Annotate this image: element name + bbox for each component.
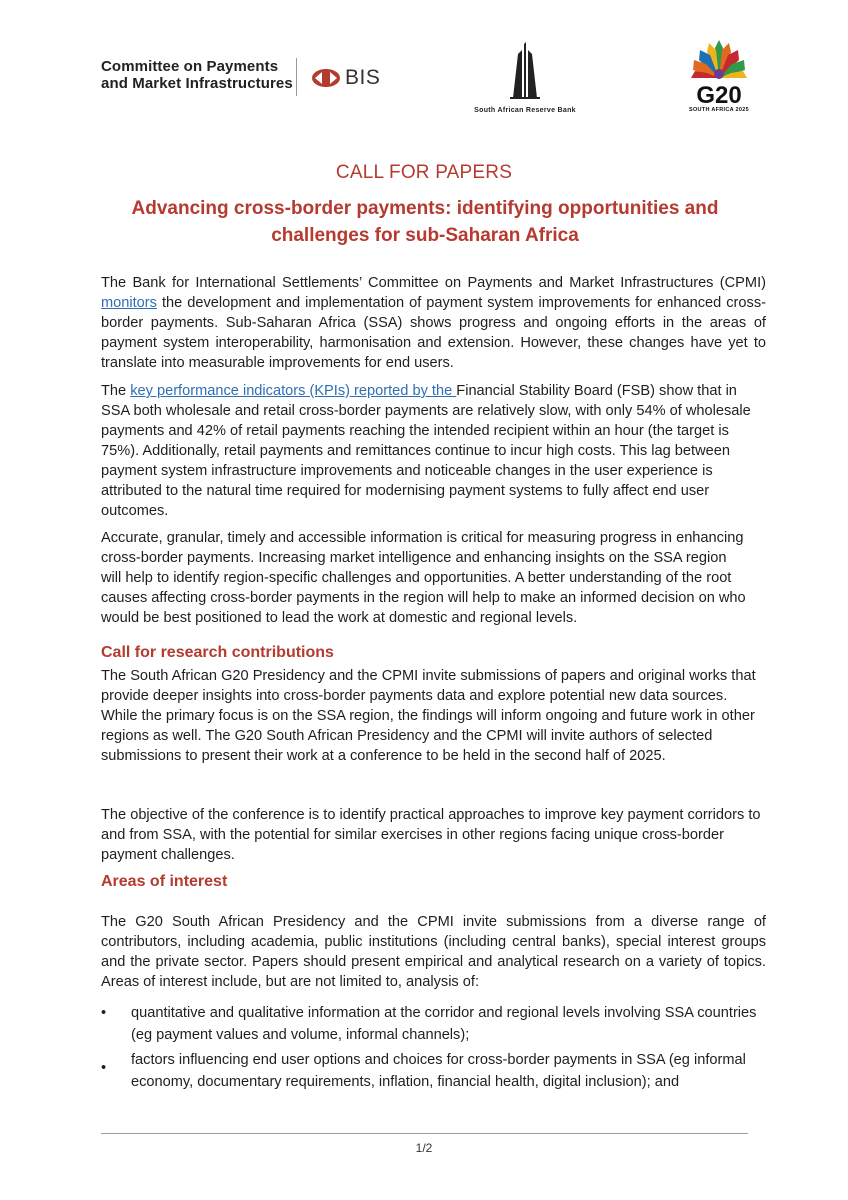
p1-text-b: the development and implementation of payment system improvements for enhanced cross-border payments. Sub-Saharan Africa (SSA) shows progress and ongoing efforts in the areas of payment system interoperability, harmonisation and extension. However, these changes have yet to translate into measurable improvements for end users. — [101, 295, 766, 371]
sarb-tower-icon — [505, 40, 545, 100]
g20-subtitle: SOUTH AFRICA 2025 — [688, 107, 749, 113]
bis-label: BIS — [345, 66, 381, 89]
list-item — [101, 1049, 766, 1093]
areas-bullet-list — [101, 1002, 766, 1096]
footer-divider — [101, 1133, 748, 1134]
paragraph-submissions: The South African G20 Presidency and the CPMI invite submissions of papers and original works that provide deeper insights into cross-border payments data and explore potential new data sources. While the primary focus is on the SSA region, the findings will inform ongoing and future work in other regions as well. The G20 South African Presidency and the CPMI will invite authors of selected submissions to present their work at a conference to be held in the second half of 2025. — [101, 668, 756, 764]
paragraph-kpis — [101, 381, 766, 521]
bis-logo — [311, 66, 380, 90]
heading-areas-of-interest: Areas of interest — [101, 873, 228, 890]
logo-divider — [296, 58, 297, 96]
bullet-marker: • — [101, 1005, 107, 1021]
cpmi-line-1: Committee on Payments — [101, 58, 279, 75]
g20-logo — [684, 38, 754, 113]
kpi-report-link[interactable]: key performance indicators (KPIs) reported by the — [130, 383, 457, 399]
protea-flower-icon — [689, 38, 749, 82]
main-title: Advancing cross-border payments: identifying opportunities and challenges for sub-Saharan Africa — [131, 198, 719, 246]
paragraph-intro — [101, 273, 766, 373]
p2-text-a: The — [101, 383, 131, 399]
paragraph-information: Accurate, granular, timely and accessible information is critical for measuring progress in enhancing cross-border payments. Increasing market intelligence and enhancing insights on the SSA region will help to identify region-specific challenges and opportunities. A better understanding of the root causes affecting cross-border payments in the region will help to make an informed decision on who would be best positioned to lead the work at domestic and regional levels. — [101, 530, 746, 626]
heading-research-contributions: Call for research contributions — [101, 644, 334, 661]
paragraph-conference-objective: The objective of the conference is to identify practical approaches to improve key payment corridors to and from SSA, with the potential for similar exercises in other regions facing unique cross-border payment challenges. — [101, 807, 761, 863]
cpmi-line-2: and Market Infrastructures — [101, 75, 293, 92]
page-number: 1/2 — [415, 1141, 433, 1155]
sarb-logo — [470, 40, 580, 114]
page-header — [0, 38, 848, 118]
sarb-name: South African Reserve Bank — [474, 107, 576, 114]
g20-label: G20 — [696, 82, 742, 109]
cpmi-logo-text — [101, 58, 293, 92]
monitors-link[interactable]: monitors — [101, 295, 157, 311]
bis-emblem-icon — [311, 68, 341, 88]
p2-text-b: Financial Stability Board (FSB) show that in SSA both wholesale and retail cross-border payments are relatively slow, with only 54% of wholesale payments and 42% of retail payments reaching the intended recipient within an hour (the target is 75%). Additionally, retail payments and remittances continue to incur high costs. This lag between payment system infrastructure improvements and noticeable changes in the user experience is attributed to the natural time required for modernising payment systems to fully affect end user outcomes. — [101, 383, 751, 519]
call-for-papers-title: CALL FOR PAPERS — [335, 162, 513, 183]
paragraph-areas: The G20 South African Presidency and the CPMI invite submissions from a diverse range of contributors, including academia, public institutions (including central banks), special interest groups and the private sector. Papers should present empirical and analytical research on a variety of topics. Areas of interest include, but are not limited to, analysis of: — [101, 914, 766, 990]
bullet-marker: • — [101, 1060, 107, 1076]
list-item — [101, 1002, 766, 1046]
bullet-text: quantitative and qualitative information at the corridor and regional levels involving SSA countries (eg payment values and volume, informal channels); — [131, 1005, 757, 1043]
bullet-text: factors influencing end user options and choices for cross-border payments in SSA (eg informal economy, documentary requirements, inflation, financial health, digital inclusion); and — [131, 1052, 746, 1090]
p1-text-a: The Bank for International Settlements’ Committee on Payments and Market Infrastructures (CPMI) — [101, 275, 766, 291]
